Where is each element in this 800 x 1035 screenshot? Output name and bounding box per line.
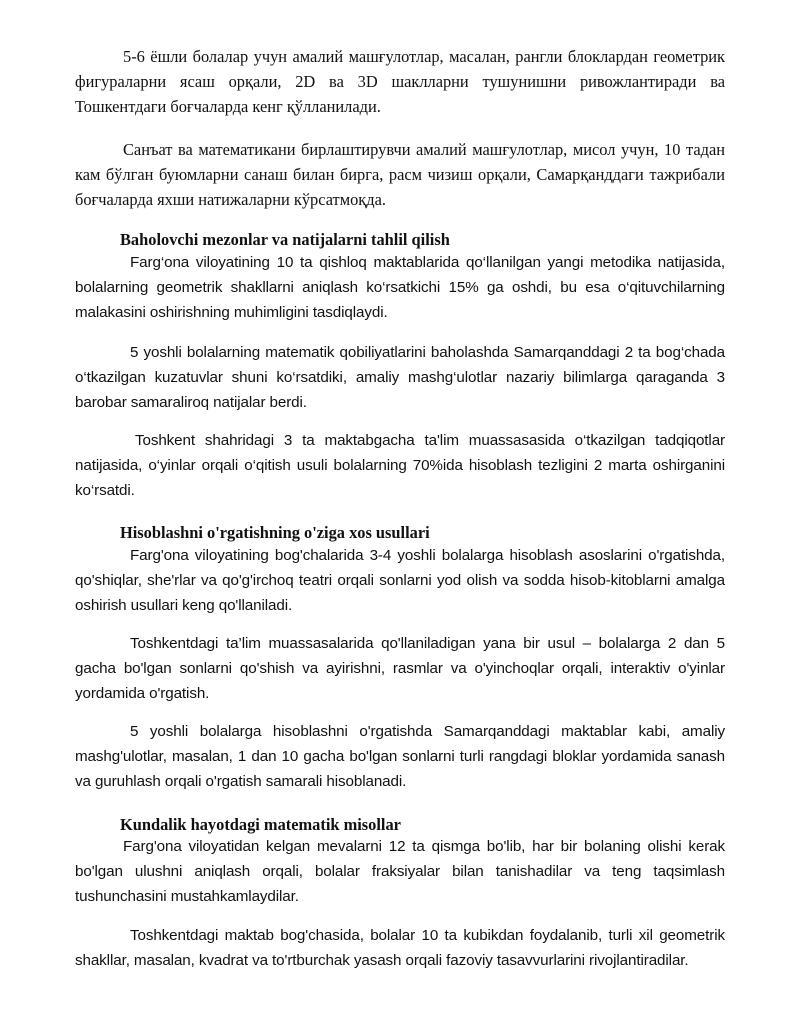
paragraph-fergana-method: Farg‘ona viloyatining 10 ta qishloq maktablarida qo‘llanilgan yangi metodika natijasida, bolalarning geometrik shakllarni aniqlash ko‘rsatkichi 15% ga oshdi, bu esa o‘qituvchilarning malakasini oshirishning muhimligini tasdiqlaydi. xyxy=(75,254,725,321)
paragraph-cubes-shapes: Toshkentdagi maktab bog'chasida, bolalar 10 ta kubikdan foydalanib, turli xil geometrik shakllar, masalan, kvadrat va to'rtburchak yasash orqali fazoviy tasavvurlarini rivojlantiradilar. xyxy=(75,927,725,969)
section-heading-counting-methods: Hisoblashni o'rgatishning o'ziga xos usullari xyxy=(120,523,430,542)
paragraph-tashkent-research: Toshkent shahridagi 3 ta maktabgacha ta'lim muassasasida o‘tkazilgan tadqiqotlar natijasida, o‘yinlar orqali o‘qitish usuli bolalarning 70%ida hisoblash tezligini 2 marta oshirganini ko‘rsatdi. xyxy=(75,432,725,499)
paragraph-samarkand-observation: 5 yoshli bolalarning matematik qobiliyatlarini baholashda Samarqanddagi 2 ta bog‘chada o‘tkazilgan kuzatuvlar shuni ko‘rsatdiki, amaliy mashg‘ulotlar nazariy bilimlarga qaraganda 3 barobar samaraliroq natijalar berdi. xyxy=(75,344,725,411)
paragraph-tashkent-addition: Toshkentdagi ta’lim muassasalarida qo'llaniladigan yana bir usul – bolalarga 2 dan 5 gacha bo'lgan sonlarni qo'shish va ayirishni, rasmlar va o'yinchoqlar orqali, interaktiv o'yinlar yordamida o'rgatish. xyxy=(75,635,725,702)
section-heading-assessment: Baholovchi mezonlar va natijalarni tahlil qilish xyxy=(120,230,450,249)
paragraph-art-math: Санъат ва математикани бирлаштирувчи амалий машғулотлар, мисол учун, 10 тадан кам бўлган буюмларни санаш билан бирга, расм чизиш орқали, Самарқанддаги тажрибали боғчаларда яхши натижаларни кўрсатмоқда. xyxy=(75,140,725,209)
paragraph-fruit-fractions: Farg'ona viloyatidan kelgan mevalarni 12 ta qismga bo'lib, har bir bolaning olishi kerak bo'lgan ulushni aniqlash orqali, bolalar fraksiyalar bilan tanishadilar va teng taqsimlash tushunchasini mustahkamlaydilar. xyxy=(75,838,725,905)
paragraph-blocks-geometry: 5-6 ёшли болалар учун амалий машғулотлар, масалан, рангли блоклардан геометрик фигураларни ясаш орқали, 2D ва 3D шаклларни тушунишни ривожлантиради ва Тошкентдаги боғчаларда кенг қўлланилади. xyxy=(75,47,725,116)
document-page xyxy=(75,0,725,1035)
paragraph-fergana-songs: Farg'ona viloyatining bog'chalarida 3-4 yoshli bolalarga hisoblash asoslarini o'rgatishda, qo'shiqlar, she'rlar va qo'g'irchoq teatri orqali sonlarni yod olish va sodda hisob-kitoblarni amalga oshirish usullari keng qo'llaniladi. xyxy=(75,547,725,614)
paragraph-samarkand-blocks: 5 yoshli bolalarga hisoblashni o'rgatishda Samarqanddagi maktablar kabi, amaliy mashg'ulotlar, masalan, 1 dan 10 gacha bo'lgan sonlarni turli rangdagi bloklar yordamida sanash va guruhlash orqali o'rgatish samarali hisoblanadi. xyxy=(75,723,725,790)
section-heading-everyday-examples: Kundalik hayotdagi matematik misollar xyxy=(120,815,401,834)
